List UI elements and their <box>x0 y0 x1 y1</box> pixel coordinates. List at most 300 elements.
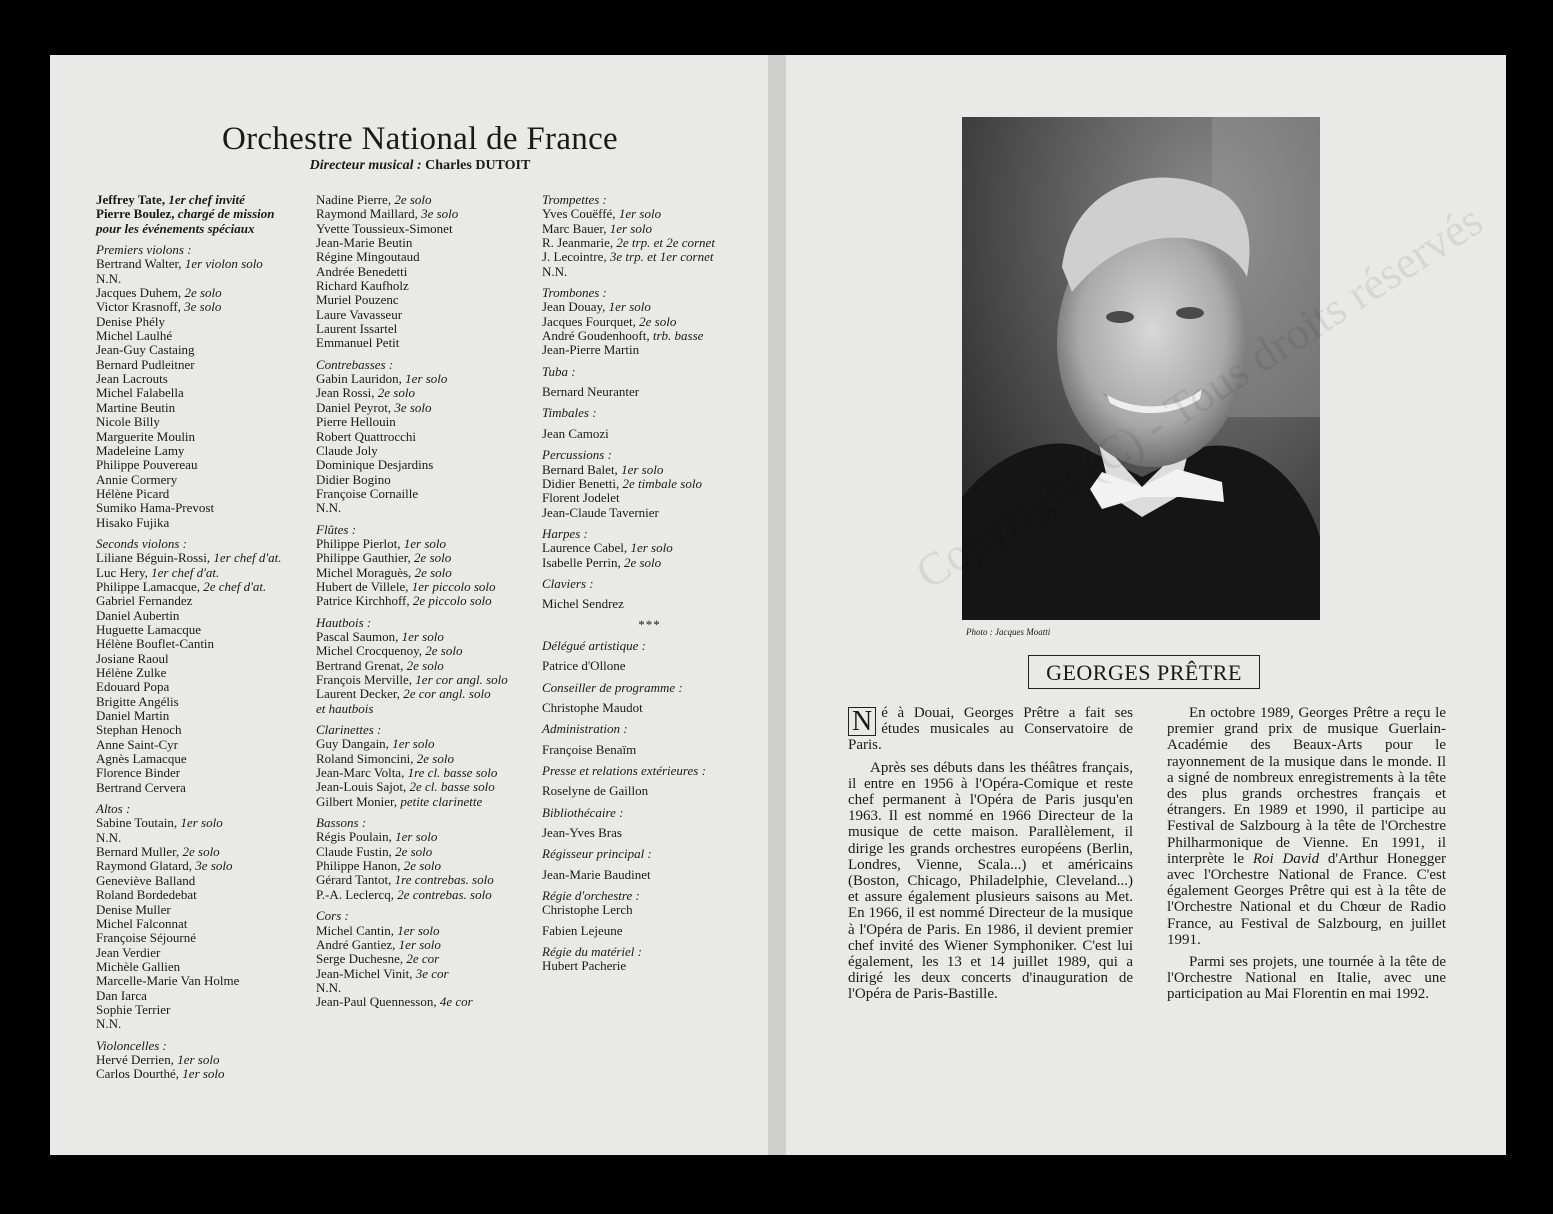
roster-entry <box>96 781 336 795</box>
roster-entry <box>96 1053 336 1067</box>
musician-name: Michel Falabella <box>96 385 184 401</box>
musician-name: Hélène Bouflet-Cantin <box>96 636 215 652</box>
musician-name: Didier Benetti, <box>542 475 620 491</box>
roster-entry <box>96 315 336 329</box>
musician-name: Laure Vavasseur <box>316 306 403 322</box>
musician-name: Brigitte Angélis <box>96 693 179 709</box>
roster-entry <box>316 938 546 952</box>
musician-name: Annie Cormery <box>96 471 178 487</box>
musician-name: Gérard Tantot, <box>316 872 392 888</box>
musician-role: 2e solo <box>391 843 433 859</box>
musician-name: Jean-Marc Volta, <box>316 765 405 781</box>
roster-entry <box>316 630 546 644</box>
roster-entry <box>316 673 546 687</box>
roster-entry <box>96 917 336 931</box>
musician-name: Jean Camozi <box>542 425 609 441</box>
musician-name: Philippe Pierlot, <box>316 535 401 551</box>
roster-entry <box>316 207 546 221</box>
musician-name: Françoise Cornaille <box>316 485 419 501</box>
roster-entry <box>316 265 546 279</box>
musician-role: 2e solo <box>403 657 444 673</box>
roster-entry <box>96 723 336 737</box>
musician-name: Hélène Zulke <box>96 665 167 680</box>
roster-entry <box>96 709 336 723</box>
section-heading: Délégué artistique : <box>542 637 646 653</box>
bio-paragraph <box>848 705 1133 754</box>
musician-name: Roland Simoncini, <box>316 750 414 766</box>
roster-entry <box>96 222 336 236</box>
musician-name: Daniel Martin <box>96 708 170 724</box>
musician-name: Françoise Séjourné <box>96 930 197 946</box>
musician-name: Claude Joly <box>316 442 378 458</box>
roster-entry <box>542 659 757 673</box>
section-heading: Clarinettes : <box>316 722 382 738</box>
roster-entry <box>316 780 546 794</box>
roster-entry <box>96 473 336 487</box>
roster-entry <box>316 444 546 458</box>
roster-entry <box>316 293 546 307</box>
musician-name: N.N. <box>316 500 342 516</box>
musician-name: Patrice Kirchhoff, <box>316 593 410 609</box>
musician-name: Hubert Pacherie <box>542 958 627 974</box>
musician-name: Serge Duchesne, <box>316 951 404 967</box>
roster-entry <box>96 652 336 666</box>
roster-entry <box>316 659 546 673</box>
roster-entry <box>316 702 546 716</box>
section-heading: Tuba : <box>542 363 576 379</box>
roster-entry <box>96 415 336 429</box>
musician-role: 1er cor angl. solo <box>412 672 508 687</box>
roster-entry <box>96 257 336 271</box>
musician-role: 2e solo <box>411 564 452 580</box>
musician-name: Muriel Pouzenc <box>316 292 399 308</box>
roster-entry <box>96 551 336 565</box>
musician-name: Jean-Guy Castaing <box>96 342 195 358</box>
musician-name: N.N. <box>316 979 342 995</box>
section-heading: Altos : <box>96 801 131 817</box>
roster-entry <box>316 193 546 207</box>
musician-name: Jean-Marie Beutin <box>316 235 413 251</box>
roster-entry <box>96 1067 336 1081</box>
roster-entry <box>316 594 546 608</box>
musician-name: Pierre Hellouin <box>316 414 396 430</box>
musician-name: Michel Moraguès, <box>316 564 412 580</box>
musician-name: Isabelle Perrin, <box>542 554 621 570</box>
portrait-image <box>962 117 1320 620</box>
roster-entry <box>542 556 757 570</box>
musician-name: Madeleine Lamy <box>96 442 185 458</box>
musician-name: Geneviève Balland <box>96 872 196 888</box>
musician-name: Emmanuel Petit <box>316 335 400 351</box>
roster-entry <box>542 868 757 882</box>
musician-name: Jean-Claude Tavernier <box>542 504 659 520</box>
musician-role: 1er solo <box>400 535 446 551</box>
roster-entry <box>542 343 757 357</box>
bio-text: En octobre 1989, Georges Prêtre a reçu le premier grand prix de musique Guerlain-Académie des Beaux-Arts pour le rayonnement de la musique dans le monde. Il a signé de nombreux enregistrements à la tête des plus grands orchestres français et étrangers. En 1989 et 1990, il participe au Festival de Salzbourg à la tête de l'Orchestre Philharmonique de Vienne. En 1991, il interprète le <box>1167 705 1446 867</box>
roster-entry <box>96 845 336 859</box>
roster-entry <box>316 279 546 293</box>
roster-entry <box>96 444 336 458</box>
roster-entry <box>316 766 546 780</box>
musician-name: Josiane Raoul <box>96 650 169 666</box>
roster-entry <box>96 874 336 888</box>
musician-role: 2e solo <box>391 192 432 207</box>
musician-name: Daniel Aubertin <box>96 607 180 623</box>
roster-entry <box>96 580 336 594</box>
musician-name: Michel Sendrez <box>542 596 624 612</box>
page-title: Orchestre National de France <box>222 121 618 157</box>
musician-role: pour les événements spéciaux <box>96 220 255 236</box>
musician-role: 1re cl. basse solo <box>404 765 498 781</box>
roster-entry <box>542 924 757 938</box>
roster-column-3 <box>542 193 757 974</box>
roster-entry <box>96 831 336 845</box>
roster-entry <box>316 566 546 580</box>
section-divider: *** <box>638 616 661 632</box>
musician-name: Jean-Michel Vinit, <box>316 965 413 981</box>
musician-role: 3e solo <box>417 206 459 222</box>
roster-entry <box>96 738 336 752</box>
roster-entry <box>96 989 336 1003</box>
musician-role: 2e solo <box>179 844 220 860</box>
roster-entry <box>96 766 336 780</box>
roster-entry <box>96 903 336 917</box>
musician-name: Claude Fustin, <box>316 843 392 859</box>
roster-entry <box>542 222 757 236</box>
roster-entry <box>96 430 336 444</box>
left-page <box>50 55 768 1155</box>
musician-name: Bernard Balet, <box>542 461 618 477</box>
roster-entry <box>316 687 546 701</box>
roster-entry <box>96 401 336 415</box>
musician-role: 1er solo <box>173 1051 220 1067</box>
roster-entry <box>96 501 336 515</box>
roster-entry <box>542 541 757 555</box>
musician-name: Pascal Saumon, <box>316 628 399 644</box>
roster-entry <box>316 737 546 751</box>
musician-name: Fabien Lejeune <box>542 922 623 938</box>
right-page <box>786 55 1506 1155</box>
photo-caption: Photo : Jacques Moatti <box>966 627 1051 637</box>
section-heading: Hautbois : <box>316 614 372 630</box>
roster-entry <box>316 995 546 1009</box>
musician-name: Jean Rossi, <box>316 385 375 401</box>
roster-entry <box>96 859 336 873</box>
roster-entry <box>542 701 757 715</box>
musician-role: 2e solo <box>181 285 222 301</box>
musician-role: 2e solo <box>635 313 677 329</box>
roster-column-2 <box>316 193 546 1010</box>
musician-role: 1re contrebas. solo <box>391 872 494 888</box>
roster-entry <box>542 207 757 221</box>
musician-role: 2e chef d'at. <box>199 578 267 594</box>
bio-paragraph: Après ses débuts dans les théâtres français, il entre en 1956 à l'Opéra-Comique et reste chef permanent à l'Opéra de Paris jusqu'en 1963. Il est nommé en 1966 Directeur de la musique de cette maison. Parallèlement, il dirige les grands orchestres européens (Berlin, Londres, Vienne, Scala...) et américains (Boston, Chicago, Philadelphie, Cleveland...) et assure également plusieurs saisons au Met. En 1966, il est nommé Directeur de la musique à l'Opéra de Paris. En 1986, il devient premier chef invité des Wiener Symphoniker. C'est lui également, les 13 et 14 juillet 1989, qui a dirigé les deux concerts d'inauguration de l'Opéra de Paris-Bastille. <box>848 759 1133 1003</box>
section-heading: Presse et relations extérieures : <box>542 763 706 778</box>
musician-name: Daniel Peyrot, <box>316 399 392 415</box>
musician-name: Agnès Lamacque <box>96 751 187 767</box>
musician-name: Victor Krasnoff, <box>96 299 181 315</box>
musician-name: Hélène Picard <box>96 485 170 501</box>
roster-entry <box>96 974 336 988</box>
musician-name: Raymond Maillard, <box>316 206 418 222</box>
musician-role: 2e solo <box>620 554 662 570</box>
musician-name: N.N. <box>96 829 122 845</box>
musician-role: 1er solo <box>605 299 651 315</box>
roster-entry <box>542 491 757 505</box>
roster-entry <box>96 566 336 580</box>
bio-italic-title: Roi David <box>1252 850 1320 867</box>
musician-role: 2e cor <box>403 951 440 967</box>
musician-name: Jean-Louis Sajot, <box>316 779 407 795</box>
section-heading: Claviers : <box>542 575 594 591</box>
roster-entry <box>96 329 336 343</box>
musician-name: Didier Bogino <box>316 471 391 487</box>
musician-name: Régine Mingoutaud <box>316 249 420 265</box>
musician-role: 1er solo <box>391 829 438 845</box>
roster-entry <box>316 372 546 386</box>
musician-name: Laurence Cabel, <box>542 540 628 556</box>
musician-name: Jean-Marie Baudinet <box>542 866 651 882</box>
musician-name: N.N. <box>96 270 122 286</box>
copyright-watermark: réservés <box>1337 194 1492 319</box>
roster-entry <box>542 265 757 279</box>
roster-entry <box>96 695 336 709</box>
roster-entry <box>96 487 336 501</box>
bio-paragraph: Parmi ses projets, une tournée à la tête de l'Orchestre National en Italie, avec une participation au Mai Florentin en mai 1992. <box>1167 954 1446 1003</box>
roster-entry <box>316 415 546 429</box>
musician-role: 1er chef invité <box>165 192 245 207</box>
musician-name: Philippe Gauthier, <box>316 550 411 566</box>
roster-entry <box>96 358 336 372</box>
roster-entry <box>316 537 546 551</box>
roster-entry <box>542 250 757 264</box>
musician-name: Raymond Glatard, <box>96 858 193 874</box>
musician-name: Michel Laulhé <box>96 328 173 344</box>
musician-name: André Gantiez, <box>316 936 396 952</box>
musician-name: Luc Hery, <box>96 564 148 580</box>
roster-entry <box>316 752 546 766</box>
subtitle-label: Directeur musical : <box>309 158 422 173</box>
musician-name: André Goudenhooft, <box>542 328 650 344</box>
roster-entry <box>316 830 546 844</box>
musician-name: Christophe Lerch <box>542 902 633 918</box>
section-heading: Seconds violons : <box>96 535 187 551</box>
bio-text: d'Arthur Honegger avec l'Orchestre National de France. C'est également Georges Prêtre qui est à la tête de l'Orchestre National et du Chœur de Radio France, au Festival de Salzbourg, en juillet 1991. <box>1167 850 1446 948</box>
roster-entry <box>542 903 757 917</box>
roster-entry <box>96 1017 336 1031</box>
musician-name: Denise Muller <box>96 901 171 917</box>
musician-name: Anne Saint-Cyr <box>96 736 178 752</box>
musician-name: Dan Iarca <box>96 987 147 1003</box>
roster-entry <box>542 784 757 798</box>
bio-column-2 <box>1167 705 1446 1003</box>
section-heading: Timbales : <box>542 405 597 421</box>
musician-name: Liliane Béguin-Rossi, <box>96 550 211 566</box>
musician-role: 2e piccolo solo <box>409 593 492 609</box>
roster-entry <box>316 322 546 336</box>
roster-entry <box>542 477 757 491</box>
roster-entry <box>96 343 336 357</box>
musician-name: Christophe Maudot <box>542 699 643 715</box>
musician-name: P.-A. Leclercq, <box>316 886 394 902</box>
roster-entry <box>96 372 336 386</box>
musician-name: Michel Crocquenoy, <box>316 643 423 659</box>
musician-role: 2e solo <box>413 750 454 766</box>
musician-name: Gilbert Monier, <box>316 793 398 809</box>
section-heading: Bibliothécaire : <box>542 804 624 820</box>
musician-name: N.N. <box>96 1016 122 1032</box>
roster-entry <box>316 952 546 966</box>
bio-heading: GEORGES PRÊTRE <box>1028 655 1260 689</box>
section-heading: Régie du matériel : <box>542 944 642 960</box>
roster-entry <box>542 463 757 477</box>
roster-entry <box>96 666 336 680</box>
roster-entry <box>316 501 546 515</box>
musician-name: Marguerite Moulin <box>96 428 196 444</box>
roster-entry <box>316 336 546 350</box>
musician-name: Régis Poulain, <box>316 829 392 845</box>
musician-role: 1er chef d'at. <box>210 550 282 566</box>
section-heading: Régisseur principal : <box>542 846 652 862</box>
roster-entry <box>96 286 336 300</box>
musician-name: Huguette Lamacque <box>96 621 202 637</box>
musician-role: 1er chef d'at. <box>147 564 220 580</box>
musician-role: 1er solo <box>617 461 664 477</box>
musician-name: Jean-Paul Quennesson, <box>316 994 437 1010</box>
musician-name: Nadine Pierre, <box>316 192 392 207</box>
roster-entry <box>542 427 757 441</box>
musician-name: Patrice d'Ollone <box>542 658 626 674</box>
musician-name: Philippe Hanon, <box>316 858 401 874</box>
roster-entry <box>96 946 336 960</box>
roster-entry <box>316 644 546 658</box>
page-subtitle <box>50 158 768 174</box>
roster-entry <box>96 623 336 637</box>
musician-name: Philippe Pouvereau <box>96 457 198 473</box>
musician-role: 1er solo <box>179 1066 225 1082</box>
roster-entry <box>316 308 546 322</box>
roster-entry <box>96 680 336 694</box>
musician-name: Laurent Issartel <box>316 321 398 337</box>
section-heading: Contrebasses : <box>316 356 394 372</box>
bio-paragraph <box>1167 705 1446 948</box>
section-heading: Percussions : <box>542 447 612 463</box>
roster-entry <box>96 300 336 314</box>
musician-name: Hubert de Villele, <box>316 578 409 594</box>
musician-name: Dominique Desjardins <box>316 457 434 473</box>
roster-entry <box>542 236 757 250</box>
musician-role: 2e solo <box>374 385 415 401</box>
musician-name: Edouard Popa <box>96 679 170 695</box>
musician-name: Richard Kaufholz <box>316 278 409 294</box>
section-heading: Harpes : <box>542 525 588 541</box>
roster-entry <box>96 931 336 945</box>
musician-role: trb. basse <box>649 328 704 344</box>
roster-entry <box>96 816 336 830</box>
musician-name: Pierre Boulez, <box>96 206 175 222</box>
musician-role: 3e solo <box>192 858 233 874</box>
musician-name: Sophie Terrier <box>96 1001 171 1017</box>
section-heading: Violoncelles : <box>96 1037 167 1053</box>
musician-name: Marcelle-Marie Van Holme <box>96 973 240 989</box>
roster-entry <box>96 386 336 400</box>
roster-entry <box>542 385 757 399</box>
roster-entry <box>542 506 757 520</box>
musician-name: Stephan Henoch <box>96 722 182 738</box>
musician-name: Hisako Fujika <box>96 514 170 530</box>
musician-name: Roselyne de Gaillon <box>542 783 649 799</box>
musician-name: Michel Falconnat <box>96 915 188 931</box>
roster-entry <box>542 826 757 840</box>
musician-role: 1er solo <box>401 371 448 387</box>
roster-entry <box>96 272 336 286</box>
section-heading: Administration : <box>542 721 628 737</box>
roster-column-1 <box>96 193 336 1082</box>
roster-entry <box>542 959 757 973</box>
roster-entry <box>542 743 757 757</box>
musician-name: Jean-Pierre Martin <box>542 342 640 358</box>
roster-entry <box>316 859 546 873</box>
musician-name: Andrée Benedetti <box>316 263 408 279</box>
musician-name: Philippe Lamacque, <box>96 578 200 594</box>
roster-entry <box>316 250 546 264</box>
musician-role: 1er solo <box>615 206 662 222</box>
musician-name: Hervé Derrien, <box>96 1051 174 1067</box>
musician-name: Jean Lacrouts <box>96 371 168 387</box>
musician-name: Gabriel Fernandez <box>96 593 193 609</box>
musician-role: 1er violon solo <box>181 256 263 272</box>
musician-name: Jean-Yves Bras <box>542 825 622 841</box>
musician-name: J. Lecointre, <box>542 249 607 265</box>
musician-name: Jacques Duhem, <box>96 285 182 301</box>
musician-role: et hautbois <box>316 700 374 716</box>
musician-name: Françoise Benaïm <box>542 741 637 757</box>
musician-role: petite clarinette <box>397 793 483 809</box>
musician-role: 1er solo <box>627 540 673 556</box>
musician-name: Martine Beutin <box>96 399 176 415</box>
musician-role: 2e solo <box>410 550 452 566</box>
musician-role: 1er solo <box>177 815 223 831</box>
musician-name: François Merville, <box>316 672 413 687</box>
roster-entry <box>316 473 546 487</box>
musician-name: Bernard Pudleitner <box>96 356 195 372</box>
musician-name: N.N. <box>542 263 568 279</box>
roster-entry <box>316 386 546 400</box>
roster-entry <box>316 551 546 565</box>
roster-entry <box>96 960 336 974</box>
roster-entry <box>316 580 546 594</box>
roster-entry <box>316 873 546 887</box>
musician-role: 3e solo <box>180 299 222 315</box>
musician-role: 4e cor <box>436 994 473 1010</box>
roster-entry <box>96 193 336 207</box>
musician-role: chargé de mission <box>174 206 275 222</box>
roster-entry <box>96 888 336 902</box>
roster-entry <box>316 924 546 938</box>
subtitle-name: Charles DUTOIT <box>425 158 531 173</box>
musician-role: 2e cor angl. solo <box>399 686 491 702</box>
musician-role: 2e timbale solo <box>619 475 702 491</box>
roster-entry <box>316 458 546 472</box>
roster-entry <box>316 845 546 859</box>
musician-name: Bertrand Walter, <box>96 256 182 272</box>
musician-name: Michèle Gallien <box>96 958 181 974</box>
section-heading: Trombones : <box>542 285 607 301</box>
section-heading: Flûtes : <box>316 521 357 537</box>
section-heading: Cors : <box>316 908 349 924</box>
musician-role: 3e cor <box>412 965 449 981</box>
musician-name: Florence Binder <box>96 765 181 781</box>
